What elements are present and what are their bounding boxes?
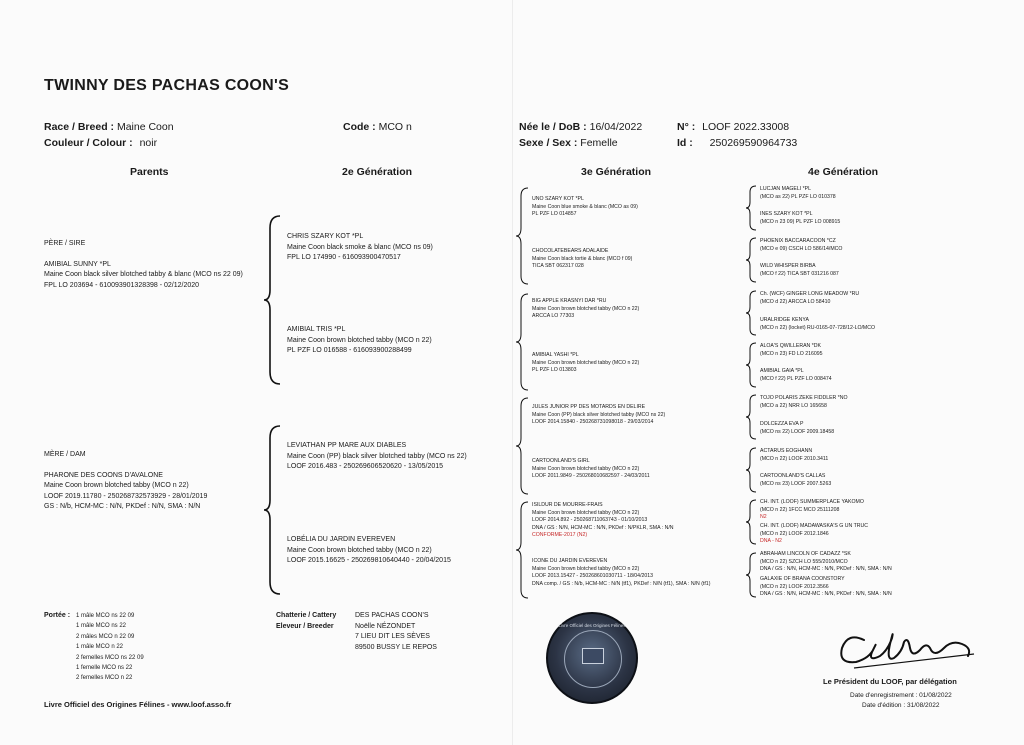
gen4-name: DOLCEZZA EVA P bbox=[760, 421, 804, 427]
chatterie-labels bbox=[276, 611, 336, 632]
cat-name-title: TWINNY DES PACHAS COON'S bbox=[44, 77, 290, 94]
gen4-line1: (MCO n 23 09) PL PZF LO 008915 bbox=[760, 218, 841, 225]
bracket-g4-8 bbox=[744, 551, 758, 599]
gen4-entry-8 bbox=[760, 368, 832, 383]
bracket-g4-5 bbox=[744, 393, 758, 441]
breeder-address-1: 7 LIEU DIT LES SÈVES bbox=[355, 633, 430, 640]
dam-role: MÈRE / DAM bbox=[44, 451, 86, 458]
col-parents: Parents bbox=[130, 166, 169, 178]
gen3-line1: Maine Coon blue smoke & blanc (MCO as 09) bbox=[532, 203, 638, 210]
gen2-line2: FPL LO 174990 - 616093900470517 bbox=[287, 254, 401, 261]
dob-value: 16/04/2022 bbox=[589, 121, 643, 133]
gen4-name: ACTARUS EOGHANN bbox=[760, 448, 813, 454]
id-label: Id : bbox=[677, 137, 693, 149]
bracket-dam bbox=[262, 424, 282, 596]
bracket-g3-1 bbox=[514, 186, 530, 286]
gen4-name: CH. INT. (LOOF) SUMMERPLACE YAKOMO bbox=[760, 499, 864, 505]
gen3-line2: TICA SBT 062317 028 bbox=[532, 263, 584, 270]
seal-emblem-icon bbox=[582, 648, 604, 664]
seal-text: Livre Officiel des Origines Félines bbox=[558, 623, 626, 628]
dam-name: PHARONE DES COONS D'AVALONE bbox=[44, 471, 163, 479]
gen4-line1: (MCO d 22) ARCCA LO 58410 bbox=[760, 298, 831, 305]
gen4-line1: (MCO n 22) 1FCC MCO 25111208 bbox=[760, 506, 840, 513]
breeder-label: Eleveur / Breeder bbox=[276, 622, 334, 630]
gen2-entry-3 bbox=[287, 441, 467, 473]
dam-line3: GS : N/b, HCM-MC : N/N, PKDef : N/N, SMA : N/N bbox=[44, 503, 201, 510]
gen3-entry-2 bbox=[532, 248, 632, 271]
num-value: LOOF 2022.33008 bbox=[702, 121, 790, 133]
sexe-value: Femelle bbox=[580, 137, 618, 149]
president-line: Le Président du LOOF, par délégation bbox=[823, 677, 957, 686]
gen2-name: CHRIS SZARY KOT *PL bbox=[287, 233, 364, 240]
bracket-g4-3 bbox=[744, 289, 758, 337]
gen3-name: UNO SZARY KOT *PL bbox=[532, 196, 584, 202]
footer-loof: Livre Officiel des Origines Félines - www.loof.asso.fr bbox=[44, 700, 232, 709]
sexe-row bbox=[519, 137, 618, 149]
gen3-name: CARTOONLAND'S GIRL bbox=[532, 458, 590, 464]
gen4-name: CH. INT. (LOOF) MADAWASKA'S G UN TRUC bbox=[760, 523, 869, 529]
dob-row bbox=[519, 121, 642, 133]
gen4-entry-16 bbox=[760, 576, 892, 599]
gen3-line1: Maine Coon black tortie & blanc (MCO f 09) bbox=[532, 255, 633, 262]
sire-line1: Maine Coon black silver blotched tabby & blanc (MCO ns 22 09) bbox=[44, 271, 243, 278]
col-gen4: 4e Génération bbox=[808, 166, 879, 178]
gen3-name: CHOCOLATEBEARS ADALAIDE bbox=[532, 248, 609, 254]
gen4-name: GALAXIE OF BRANA COONSTORY bbox=[760, 576, 845, 582]
cattery-name: DES PACHAS COON'S bbox=[355, 612, 429, 619]
col-gen2: 2e Génération bbox=[342, 166, 413, 178]
gen4-entry-11 bbox=[760, 448, 828, 463]
gen4-line2: DNA / GS : N/N, HCM-MC : N/N, PKDef : N/N, SMA : N/N bbox=[760, 591, 892, 598]
gen4-entry-3 bbox=[760, 238, 842, 253]
portee-item: 2 mâles MCO n 22 09 bbox=[76, 633, 135, 640]
bracket-g4-7 bbox=[744, 498, 758, 546]
gen4-name: PHOENIX BACCARACOON *CZ bbox=[760, 238, 836, 244]
gen4-line1: (MCO a 22) NRR LO 165658 bbox=[760, 402, 827, 409]
gen4-entry-4 bbox=[760, 263, 839, 278]
gen4-name: CARTOONLAND'S CALLAS bbox=[760, 473, 826, 479]
gen3-line3: DNA / GS : N/N, HCM-MC : N/N, PKDef : N/PKLR, SMA : N/N bbox=[532, 524, 674, 531]
gen4-line2: DNA - N2 bbox=[760, 538, 782, 545]
gen4-name: TOJO POLARIS ZEKE FIDDLER *NO bbox=[760, 395, 848, 401]
registration-date: Date d'enregistrement : 01/08/2022 bbox=[850, 692, 952, 699]
gen4-entry-7 bbox=[760, 343, 823, 358]
gen4-entry-12 bbox=[760, 473, 831, 488]
bracket-g4-2 bbox=[744, 236, 758, 284]
race-value: Maine Coon bbox=[116, 121, 174, 133]
code-value: MCO n bbox=[378, 121, 412, 133]
gen4-entry-1 bbox=[760, 186, 836, 201]
gen3-line1: Maine Coon brown blotched tabby (MCO n 22) bbox=[532, 509, 640, 516]
gen3-entry-1 bbox=[532, 196, 638, 219]
code-row bbox=[343, 121, 412, 133]
gen2-name: AMIBIAL TRIS *PL bbox=[287, 326, 346, 333]
gen4-entry-9 bbox=[760, 395, 848, 410]
bracket-sire bbox=[262, 214, 282, 386]
gen4-entry-2 bbox=[760, 211, 840, 226]
portee-label: Portée : bbox=[44, 612, 71, 619]
gen3-entry-8 bbox=[532, 558, 710, 588]
bracket-g4-1 bbox=[744, 184, 758, 232]
gen2-line1: Maine Coon (PP) black silver blotched tabby (MCO ns 22) bbox=[287, 452, 467, 460]
gen3-line2: LOOF 2014.892 - 250268711063743 - 01/10/2013 bbox=[532, 517, 648, 524]
gen3-entry-7 bbox=[532, 502, 674, 540]
gen4-line1: (MCO f 22) PL PZF LO 008474 bbox=[760, 375, 832, 382]
gen3-name: BIG APPLE KRASNYI DAR *RU bbox=[532, 298, 607, 304]
gen2-line2: LOOF 2015.16625 - 250269810640440 - 20/04/2015 bbox=[287, 557, 451, 564]
portee-item: 1 mâle MCO ns 22 09 bbox=[76, 613, 135, 619]
sexe-label: Sexe / Sex : bbox=[519, 137, 578, 149]
gen3-name: ISILDUR DE MOURRE-FRAIS bbox=[532, 502, 603, 508]
bracket-g3-2 bbox=[514, 292, 530, 392]
gen3-line2: LOOF 2011.9849 - 250268010682597 - 24/03/2011 bbox=[532, 473, 650, 480]
num-row bbox=[677, 121, 789, 133]
dam-block bbox=[44, 450, 207, 513]
gen3-entry-6 bbox=[532, 458, 650, 481]
gen3-name: ICONE DU JARDIN EVEREVEN bbox=[532, 558, 608, 564]
gen4-entry-6 bbox=[760, 317, 875, 332]
gen4-line1: (MCO ns 23) LOOF 2007.5263 bbox=[760, 480, 832, 487]
gen4-entry-14 bbox=[760, 523, 868, 546]
portee-item: 1 mâle MCO ns 22 bbox=[76, 623, 127, 630]
gen4-entry-10 bbox=[760, 421, 834, 436]
gen3-entry-3 bbox=[532, 298, 639, 321]
gen4-name: Ch. (WCF) GINGER LONG MEADOW *RU bbox=[760, 291, 860, 297]
gen4-line1: (MCO as 22) PL PZF LO 010378 bbox=[760, 193, 836, 200]
code-label: Code : bbox=[343, 121, 376, 133]
bracket-g4-4 bbox=[744, 341, 758, 389]
signature-icon bbox=[834, 618, 984, 674]
portee-item: 2 femelles MCO n 22 bbox=[76, 675, 133, 682]
edition-date: Date d'édition : 31/08/2022 bbox=[862, 702, 940, 709]
bracket-g4-6 bbox=[744, 446, 758, 494]
gen4-line1: (MCO n 22) LOOF 2012.3566 bbox=[760, 583, 829, 590]
couleur-value: noir bbox=[139, 137, 158, 149]
gen3-line1: Maine Coon brown blotched tabby (MCO n 22) bbox=[532, 305, 640, 312]
gen4-line1: (MCO n 22) SZCH LO 555/2010/MCO bbox=[760, 558, 848, 565]
col-gen3: 3e Génération bbox=[581, 166, 652, 178]
gen3-line2: LOOF 2014.15840 - 250268731098018 - 29/03/2014 bbox=[532, 419, 654, 426]
portee-item: 1 mâle MCO n 22 bbox=[76, 644, 124, 651]
sire-block bbox=[44, 239, 243, 291]
gen4-name: WILD WHISPER BIRBA bbox=[760, 263, 816, 269]
gen2-name: LEVIATHAN PP MARE AUX DIABLES bbox=[287, 442, 407, 449]
gen4-name: URALRIDGE KENYA bbox=[760, 317, 809, 323]
gen4-name: AMIBIAL GAIA *PL bbox=[760, 368, 804, 374]
gen3-line2: PL PZF LO 013803 bbox=[532, 367, 577, 374]
loof-seal bbox=[546, 612, 638, 704]
gen4-line1: (MCO ns 22) LOOF 2009.18458 bbox=[760, 428, 835, 435]
gen3-line2: PL PZF LO 014857 bbox=[532, 211, 577, 218]
gen3-line3: DNA comp. / GS : N/b, HCM-MC : N/N (tf1), PKDef : N/N (tf1), SMA : N/N (tf1) bbox=[532, 580, 711, 587]
couleur-row bbox=[44, 137, 157, 149]
id-row bbox=[677, 137, 797, 149]
gen4-line2: N2 bbox=[760, 514, 767, 521]
sire-line2: FPL LO 203694 - 610093901328398 - 02/12/2020 bbox=[44, 281, 200, 289]
chatterie-values bbox=[355, 611, 437, 653]
gen4-name: ABRAHAM LINCOLN OF CADAZZ *SK bbox=[760, 551, 851, 557]
gen2-entry-2 bbox=[287, 325, 432, 357]
id-value: 250269590964733 bbox=[709, 137, 798, 149]
gen4-line1: (MCO e 09) CSCH LO 586/14/MCO bbox=[760, 245, 843, 252]
race-row bbox=[44, 121, 174, 133]
sire-role: PÈRE / SIRE bbox=[44, 240, 86, 247]
gen4-line1: (MCO n 23) FD LO 216095 bbox=[760, 350, 823, 357]
portee-item: 2 femelles MCO ns 22 09 bbox=[76, 654, 144, 661]
gen3-line2: ARCCA LO 77303 bbox=[532, 313, 575, 320]
sire-name: AMIBIAL SUNNY *PL bbox=[44, 260, 111, 268]
bracket-g3-4 bbox=[514, 500, 530, 600]
num-label: N° : bbox=[677, 121, 696, 133]
gen4-entry-13 bbox=[760, 499, 864, 522]
gen2-entry-1 bbox=[287, 232, 433, 264]
dob-label: Née le / DoB : bbox=[519, 121, 587, 133]
gen3-conformity-note: CONFORME-2017 (N2) bbox=[532, 532, 588, 539]
bracket-g3-3 bbox=[514, 396, 530, 496]
gen3-name: AMIBIAL YASHI *PL bbox=[532, 352, 579, 358]
breeder-name: Noëlle NÉZONDET bbox=[355, 622, 416, 630]
gen4-line1: (MCO n 22) (locket) RU-0165-07-728/12-LO/MCO bbox=[760, 324, 876, 331]
gen4-line1: (MCO n 22) LOOF 2010.3411 bbox=[760, 455, 829, 462]
dam-line1: Maine Coon brown blotched tabby (MCO n 22) bbox=[44, 482, 189, 489]
gen3-line1: Maine Coon brown blotched tabby (MCO n 22) bbox=[532, 359, 640, 366]
gen3-line1: Maine Coon brown blotched tabby (MCO n 22) bbox=[532, 565, 640, 572]
cattery-label: Chatterie / Cattery bbox=[276, 612, 337, 619]
gen2-name: LOBÉLIA DU JARDIN EVEREVEN bbox=[287, 536, 396, 543]
gen3-line2: LOOF 2013.15427 - 250268601030711 - 18/04/2013 bbox=[532, 573, 654, 580]
race-label: Race / Breed : bbox=[44, 121, 115, 133]
gen3-line1: Maine Coon (PP) black silver blotched tabby (MCO ns 22) bbox=[532, 411, 666, 418]
portee-item: 1 femelle MCO ns 22 bbox=[76, 665, 133, 672]
breeder-address-2: 89500 BUSSY LE REPOS bbox=[355, 643, 437, 651]
gen2-line2: PL PZF LO 016588 - 616093900288499 bbox=[287, 347, 412, 354]
gen4-name: INES SZARY KOT *PL bbox=[760, 211, 813, 217]
gen4-entry-15 bbox=[760, 551, 892, 574]
gen3-entry-4 bbox=[532, 352, 639, 375]
gen3-entry-5 bbox=[532, 404, 665, 427]
gen2-entry-4 bbox=[287, 535, 451, 567]
portee-list bbox=[76, 611, 144, 684]
gen4-line1: (MCO n 22) LOOF 2012.1846 bbox=[760, 530, 829, 537]
gen3-name: JULES JUNIOR PP DES MOTARDS EN DELIRE bbox=[532, 404, 646, 410]
gen3-line1: Maine Coon brown blotched tabby (MCO n 22) bbox=[532, 465, 640, 472]
page-fold bbox=[512, 0, 513, 745]
gen4-line1: (MCO f 22) TICA SBT 031216 087 bbox=[760, 270, 839, 277]
dam-line2: LOOF 2019.11780 - 250268732573929 - 28/01/2019 bbox=[44, 492, 208, 500]
gen4-name: ALOA'S QWILLERAN *DK bbox=[760, 343, 821, 349]
gen2-line1: Maine Coon brown blotched tabby (MCO n 22) bbox=[287, 546, 432, 554]
couleur-label: Couleur / Colour : bbox=[44, 137, 133, 149]
gen2-line1: Maine Coon black smoke & blanc (MCO ns 09) bbox=[287, 243, 433, 251]
gen4-entry-5 bbox=[760, 291, 859, 306]
gen4-name: LUCJAN MAGELI *PL bbox=[760, 186, 812, 192]
gen2-line2: LOOF 2016.483 - 250269606520620 - 13/05/2015 bbox=[287, 463, 444, 470]
gen2-line1: Maine Coon brown blotched tabby (MCO n 22) bbox=[287, 336, 432, 344]
gen4-line2: DNA / GS : N/N, HCM-MC : N/N, PKDef : N/N, SMA : N/N bbox=[760, 566, 892, 573]
